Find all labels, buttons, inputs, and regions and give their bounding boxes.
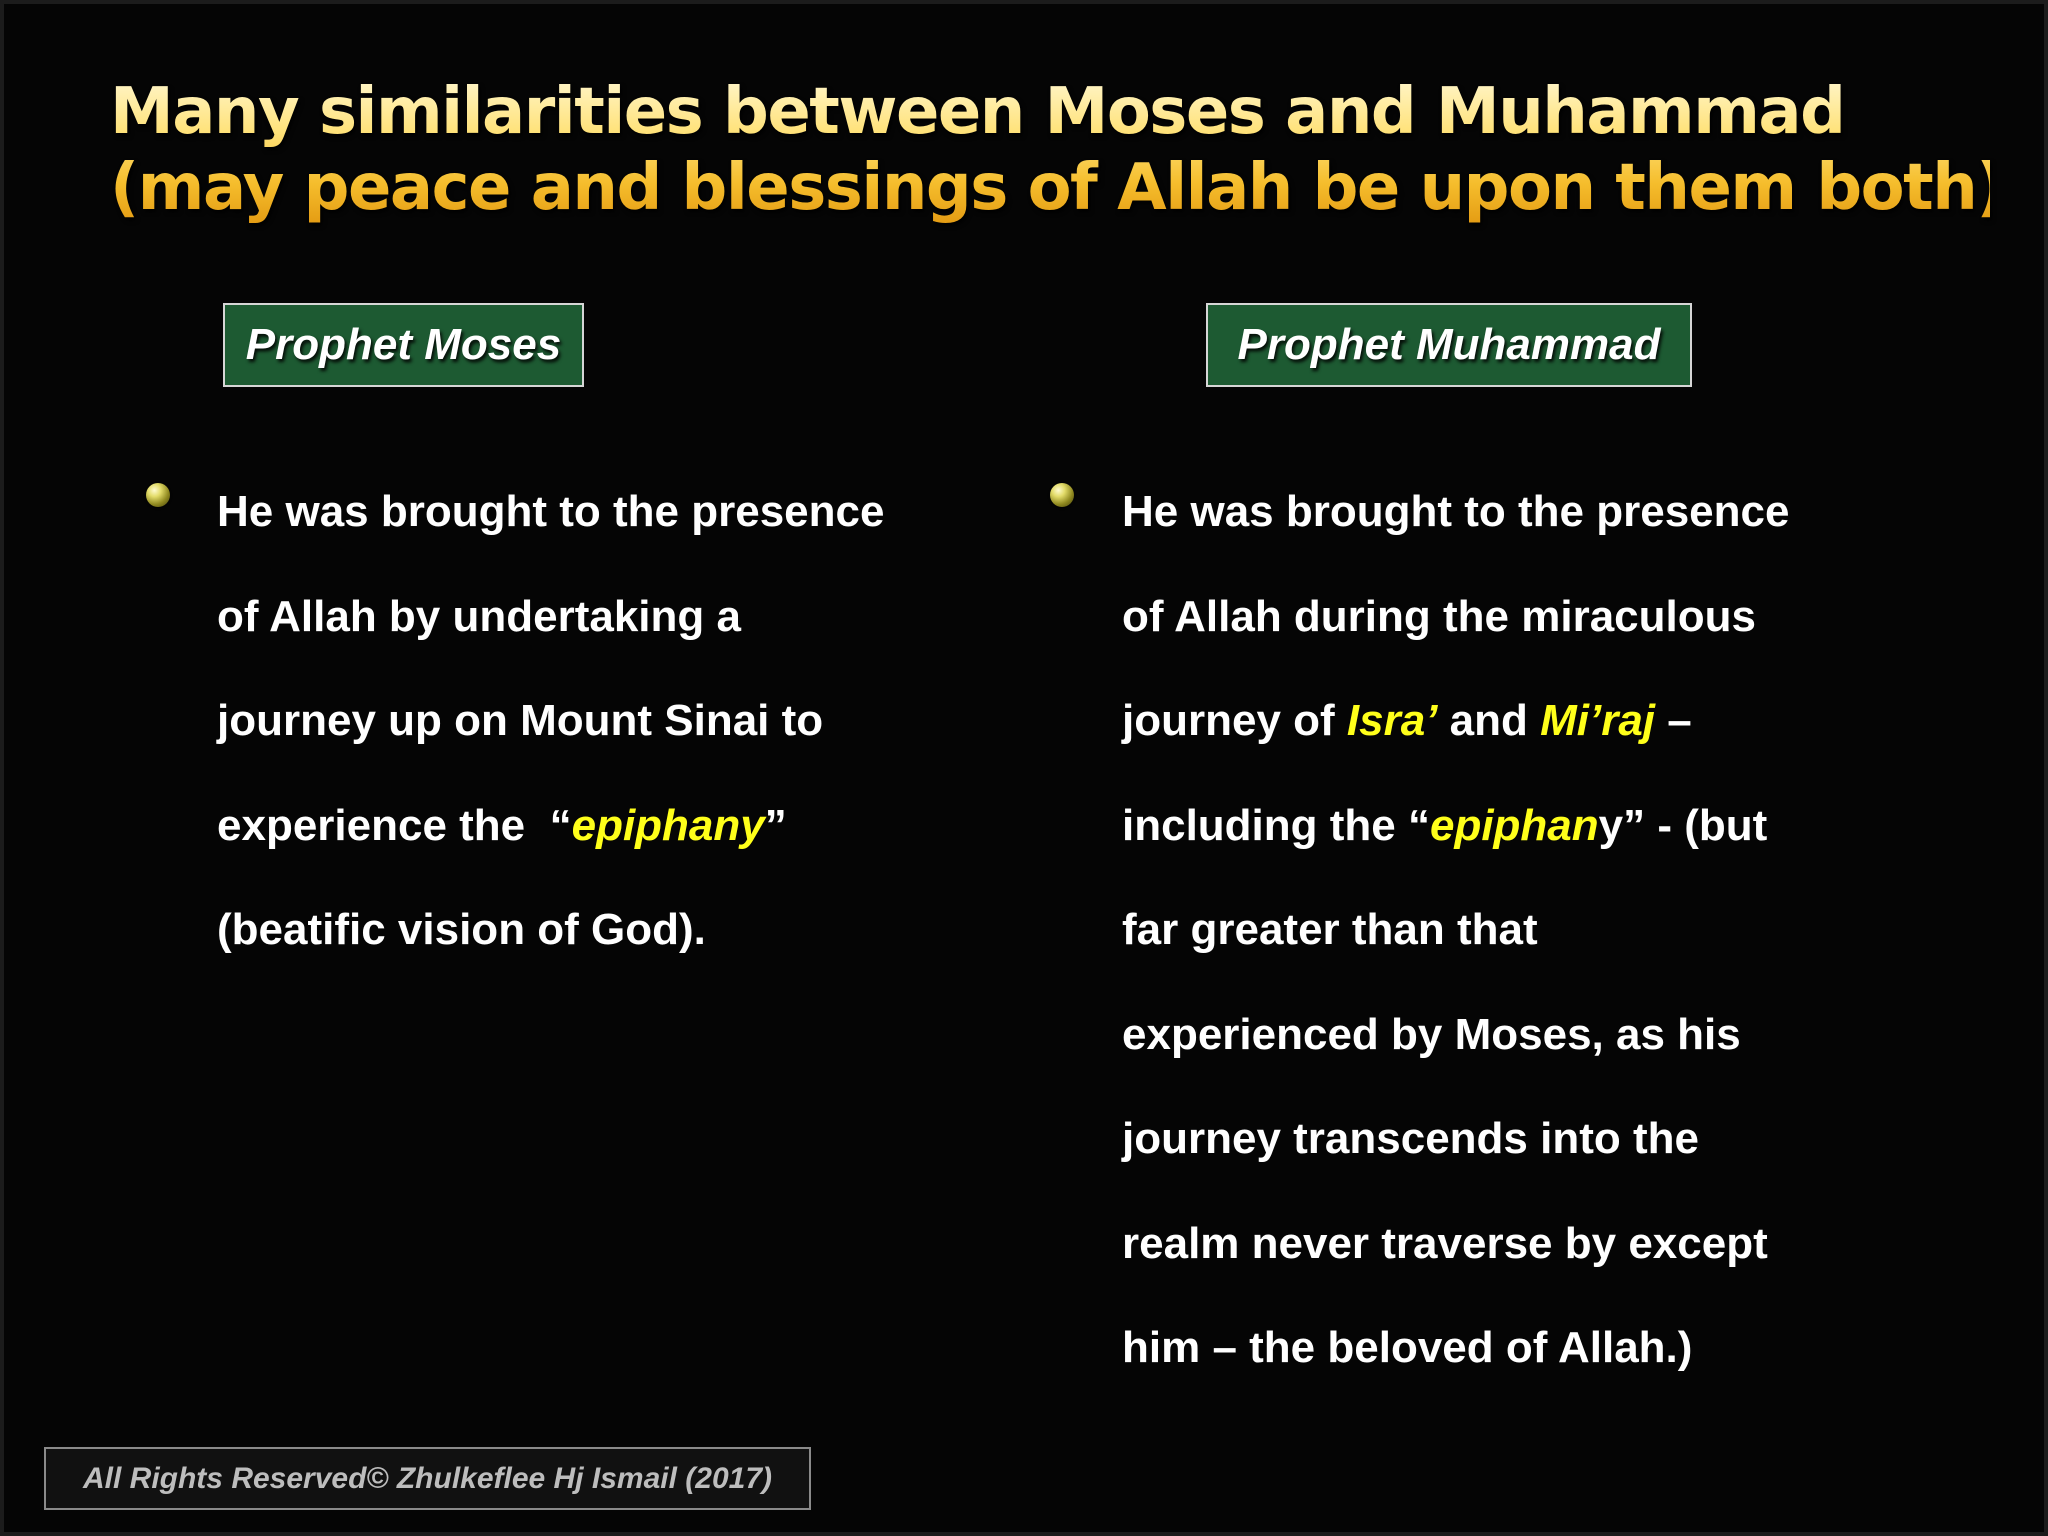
highlight-epiphany: epiphan	[1429, 800, 1599, 850]
gold-sphere-bullet-icon	[1050, 483, 1074, 507]
muhammad-text-line: experienced by Moses, as his	[1122, 1009, 1741, 1059]
highlight-epiphany: epiphany	[571, 800, 765, 850]
muhammad-bullet-text	[1122, 460, 1982, 1401]
moses-text-line: of Allah by undertaking a	[217, 591, 741, 641]
moses-text-fragment: ”	[764, 800, 787, 850]
muhammad-text-line: realm never traverse by except	[1122, 1218, 1768, 1268]
moses-text-line	[217, 774, 1007, 879]
muhammad-text-line: of Allah during the miraculous	[1122, 591, 1756, 641]
moses-text-line: journey up on Mount Sinai to	[217, 696, 824, 745]
muhammad-text-line: journey transcends into the	[1122, 1114, 1699, 1163]
muhammad-text-line	[1122, 774, 1982, 879]
muhammad-text-fragment: –	[1655, 696, 1692, 745]
moses-text-line: He was brought to the presence	[217, 487, 885, 536]
highlight-isra: Isra’	[1346, 696, 1438, 745]
muhammad-text-line: far greater than that	[1122, 905, 1538, 954]
slide-title-line-2: (may peace and blessings of Allah be upon them both):	[110, 151, 2029, 225]
muhammad-text-fragment: y” - (but	[1598, 800, 1768, 850]
highlight-miraj: Mi’raj	[1540, 696, 1656, 745]
slide-title-line-1: Many similarities between Moses and Muhammad	[110, 75, 1845, 149]
gold-sphere-bullet-icon	[146, 483, 170, 507]
copyright-footer: All Rights Reserved© Zhulkeflee Hj Ismail (2017)	[44, 1447, 811, 1510]
muhammad-text-fragment: and	[1437, 696, 1541, 745]
muhammad-text-line	[1122, 669, 1982, 774]
moses-text-fragment: experience the “	[217, 800, 572, 850]
muhammad-text-fragment: journey of	[1122, 696, 1347, 745]
muhammad-text-fragment: including the “	[1122, 800, 1430, 850]
column-header-muhammad: Prophet Muhammad	[1206, 303, 1692, 387]
slide-title	[110, 74, 2029, 226]
column-header-moses: Prophet Moses	[223, 303, 584, 387]
moses-text-line: (beatific vision of God).	[217, 905, 706, 954]
moses-bullet-text	[217, 460, 1007, 983]
muhammad-text-line: him – the beloved of Allah.)	[1122, 1323, 1693, 1372]
muhammad-text-line: He was brought to the presence	[1122, 487, 1790, 536]
